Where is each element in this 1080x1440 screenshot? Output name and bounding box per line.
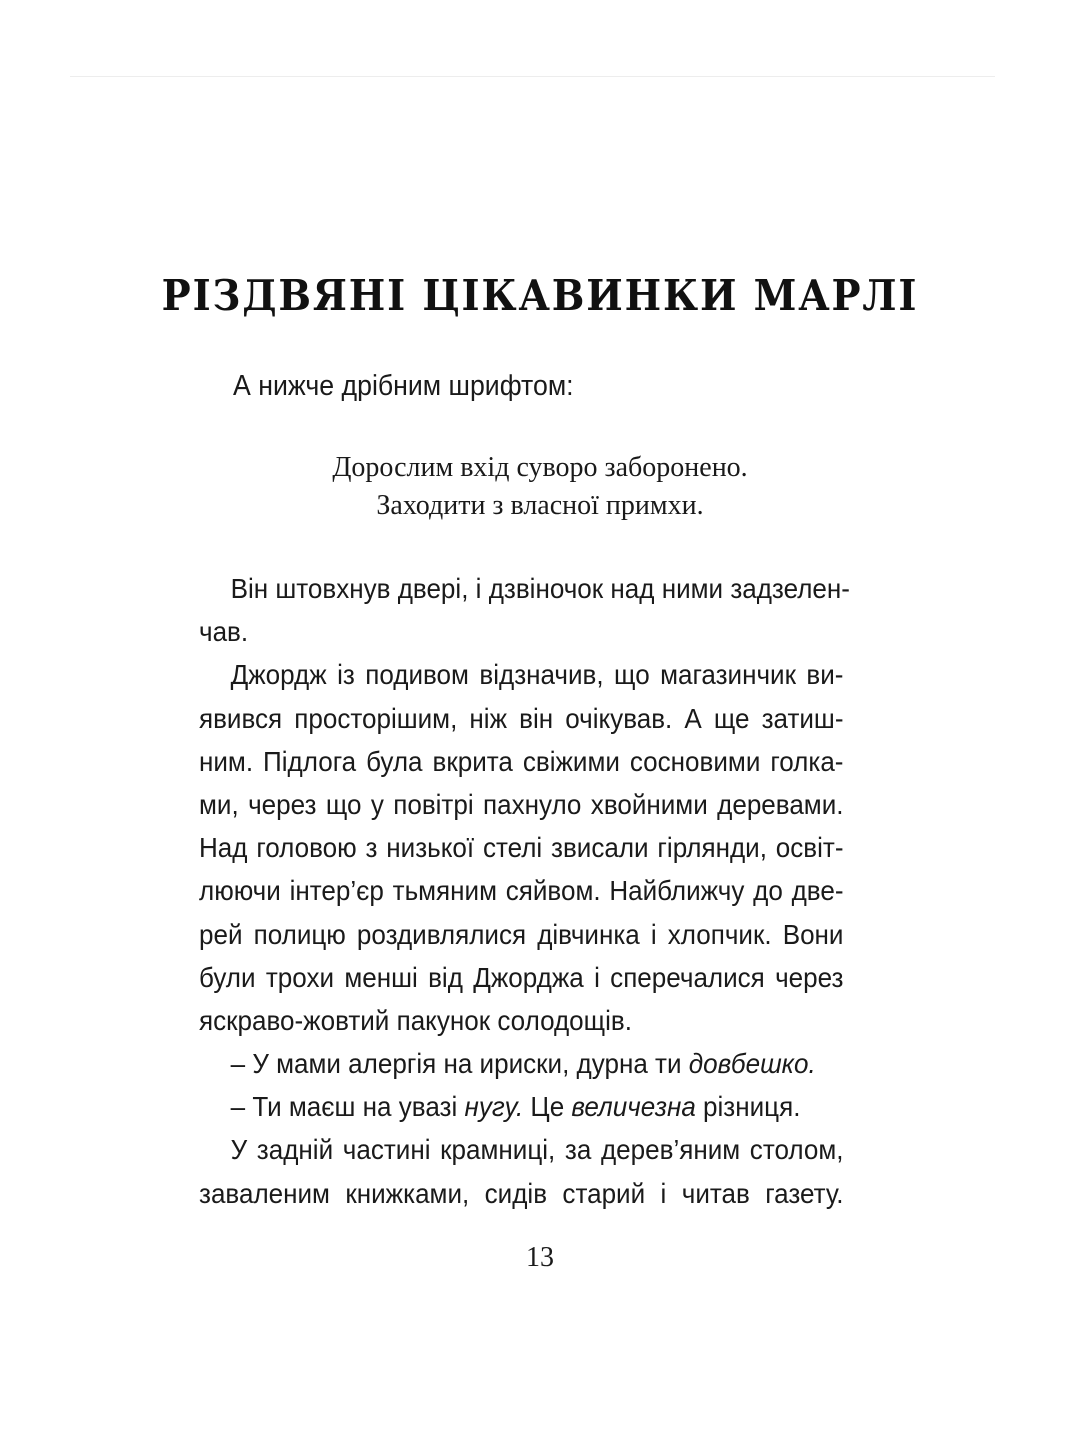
text-line: явився просторішим, ніж він очікував. А ще затиш- [199, 702, 844, 734]
chapter-title: РІЗДВЯНІ ЦІКАВИНКИ МАРЛІ [161, 271, 919, 320]
dialogue-line-2 [199, 1085, 799, 1128]
sign-line-1: Дорослим вхід суворо заборонено. [332, 452, 748, 483]
text-line: чав. [199, 616, 249, 648]
text-line: заваленим книжками, сидів старий і читав газету. [199, 1177, 844, 1209]
dialogue-emphasis: довбешко. [688, 1048, 816, 1080]
dialogue-text: – У мами алергія на ириски, дурна ти [230, 1048, 689, 1080]
intro-line: А нижче дрібним шрифтом: [233, 370, 574, 402]
dialogue-line-1 [199, 1042, 816, 1085]
text-line: Джордж із подивом відзначив, що магазинчик ви- [230, 659, 844, 691]
text-line: яскраво-жовтий пакунок солодощів. [199, 1004, 632, 1036]
text-line: Він штовхнув двері, і дзвіночок над ними задзелен- [230, 573, 850, 604]
text-line: Над головою з низької стелі звисали гірлянди, освіт- [199, 832, 844, 864]
dialogue-text: різниця. [695, 1091, 801, 1123]
text-line: були трохи менші від Джорджа і сперечалися через [199, 961, 844, 993]
dialogue-emphasis: нугу. [464, 1091, 524, 1123]
sign-line-2: Заходити з власної примхи. [376, 490, 704, 521]
body-text [199, 567, 850, 1215]
dialogue-text: – Ти маєш на увазі [230, 1091, 465, 1123]
text-line: У задній частині крамниці, за дерев’яним столом, [230, 1134, 844, 1166]
dialogue-emphasis: величезна [571, 1091, 696, 1123]
top-rule [70, 76, 995, 77]
text-line: ми, через що у повітрі пахнуло хвойними деревами. [199, 788, 844, 820]
text-line: люючи інтер’єр тьмяним сяйвом. Найближчу до две- [199, 875, 844, 907]
text-line: рей полицю роздивлялися дівчинка і хлопчик. Вони [199, 918, 844, 950]
page-number: 13 [526, 1242, 554, 1273]
dialogue-text: Це [523, 1091, 572, 1123]
text-line: ним. Підлога була вкрита свіжими сосновими голка- [199, 745, 844, 777]
